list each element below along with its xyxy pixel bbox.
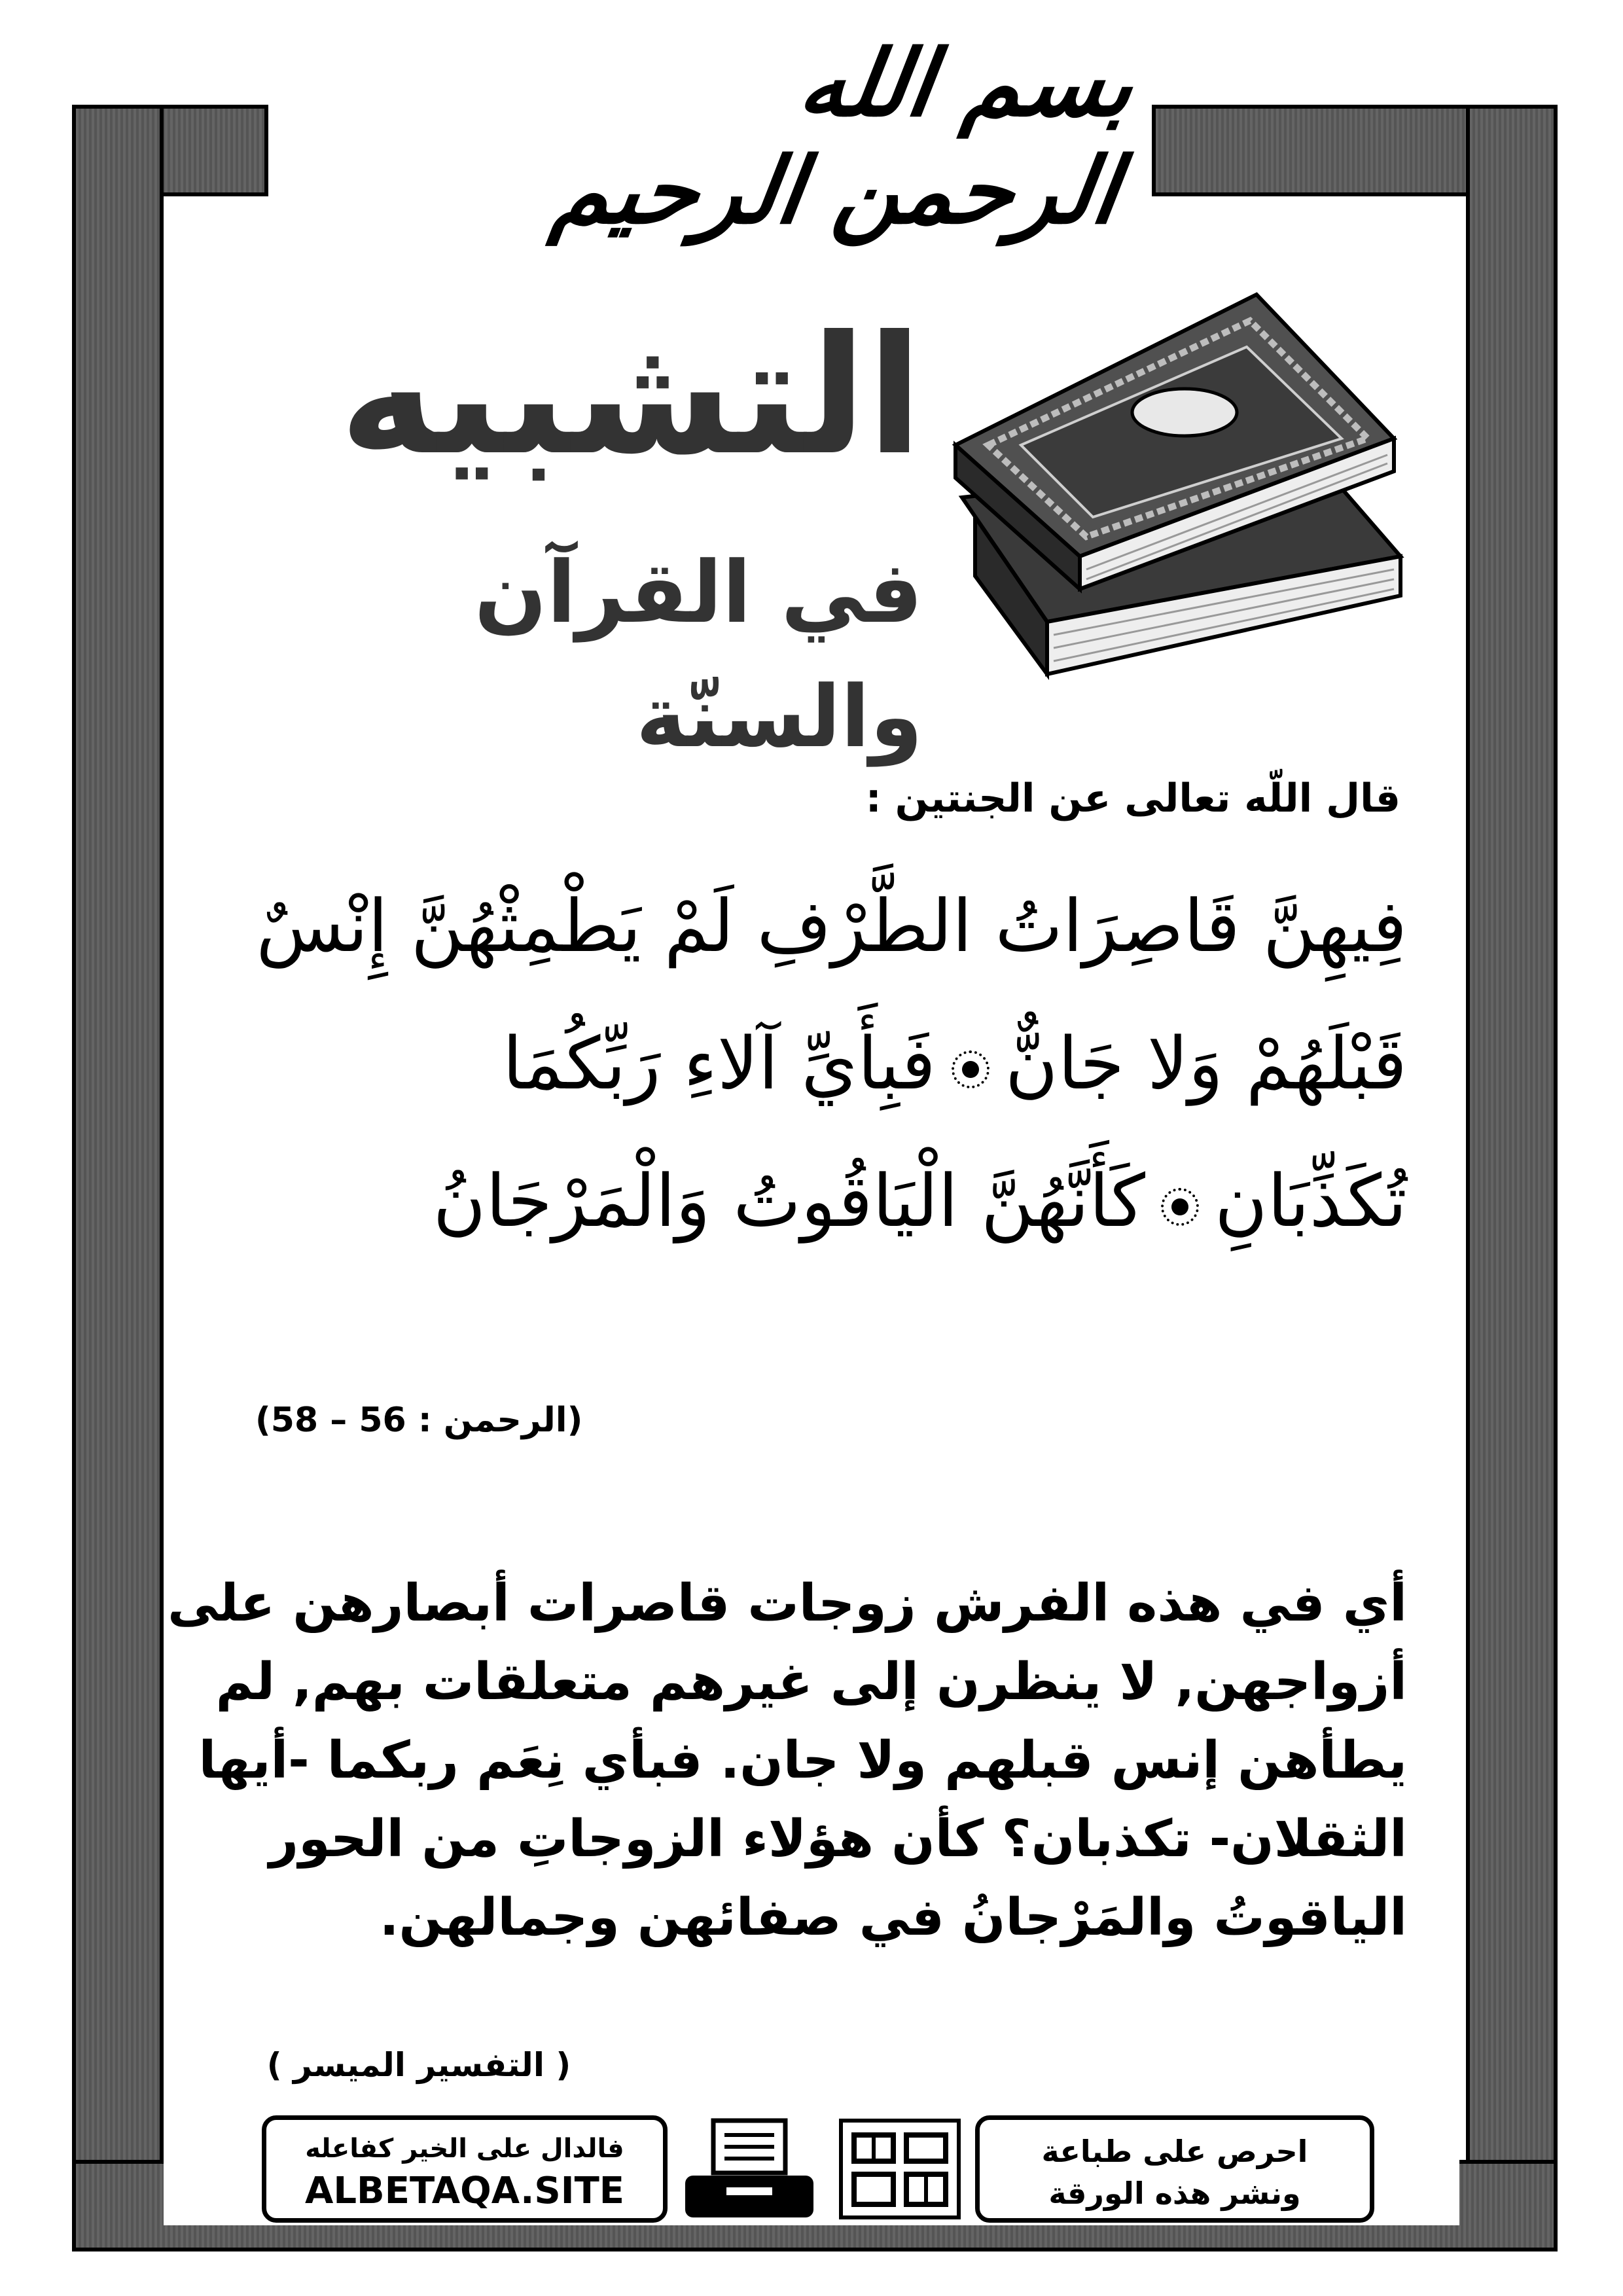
verse-text: كَأَنَّهُنَّ الْيَاقُوتُ وَالْمَرْجَانُ	[433, 1159, 1145, 1243]
dawa-logo	[834, 2115, 965, 2223]
frame-right	[1466, 105, 1558, 2251]
verse-line-1	[236, 857, 1407, 995]
footer	[262, 2115, 1374, 2223]
verse-reference: (الرحمن : 56 – 58)	[255, 1401, 583, 1440]
tafsir-line: الثقلان- تكذبان؟ كأن هؤلاء الزوجاتِ من الحور	[269, 1810, 1407, 1869]
printer-icon	[677, 2115, 821, 2223]
tafsir-line: الياقوتُ والمَرْجانُ في صفائهن وجمالهن.	[379, 1888, 1407, 1947]
tafsir-paragraph	[168, 1564, 1407, 1957]
page-title: التشبيه	[339, 300, 923, 491]
verse-text: قَبْلَهُمْ وَلا جَانٌّ	[1005, 1022, 1407, 1105]
quran-verse	[236, 857, 1407, 1270]
tafsir-line: يطأهن إنس قبلهم ولا جان. فبأي نِعَم ربكما -أيها	[198, 1731, 1407, 1790]
ayah-end-mark-icon	[952, 1050, 990, 1088]
page-subtitle: في القرآن والسنّة	[474, 543, 923, 766]
footer-print-box	[975, 2115, 1374, 2223]
verse-line-2	[236, 995, 1407, 1132]
books-illustration	[949, 281, 1407, 687]
verse-text: تُكَذِّبَانِ	[1214, 1159, 1407, 1243]
logo-mark	[834, 2115, 965, 2223]
verse-text: فَبِأَيِّ آلاءِ رَبِّكُمَا	[502, 1022, 936, 1105]
tafsir-line: أي في هذه الفرش زوجات قاصرات أبصارهن على	[168, 1574, 1407, 1633]
ayah-end-mark-icon	[1161, 1188, 1199, 1226]
footer-motto: فالدال على الخير كفاعله	[305, 2134, 624, 2164]
tafsir-line: أزواجهن, لا ينظرن إلى غيرهم متعلقات بهم, لم	[215, 1653, 1407, 1712]
website-link[interactable]: ALBETAQA.SITE	[304, 2170, 625, 2212]
basmala-calligraphy: بسم الله الرحمن الرحيم	[546, 30, 1141, 245]
footer-print-line-1: احرص على طباعة	[1041, 2134, 1308, 2169]
footer-website-box	[262, 2115, 668, 2223]
footer-print-line-2: ونشر هذه الورقة	[1048, 2176, 1301, 2211]
verse-text: فِيهِنَّ قَاصِرَاتُ الطَّرْفِ لَمْ يَطْمِثْهُنَّ إِنْسٌ	[256, 884, 1407, 968]
verse-line-3	[236, 1132, 1407, 1270]
tafsir-source: ( التفسير الميسر )	[266, 2046, 571, 2084]
frame-left	[72, 105, 164, 2251]
verse-introduction: قال اللّه تعالى عن الجنتين :	[865, 776, 1400, 821]
